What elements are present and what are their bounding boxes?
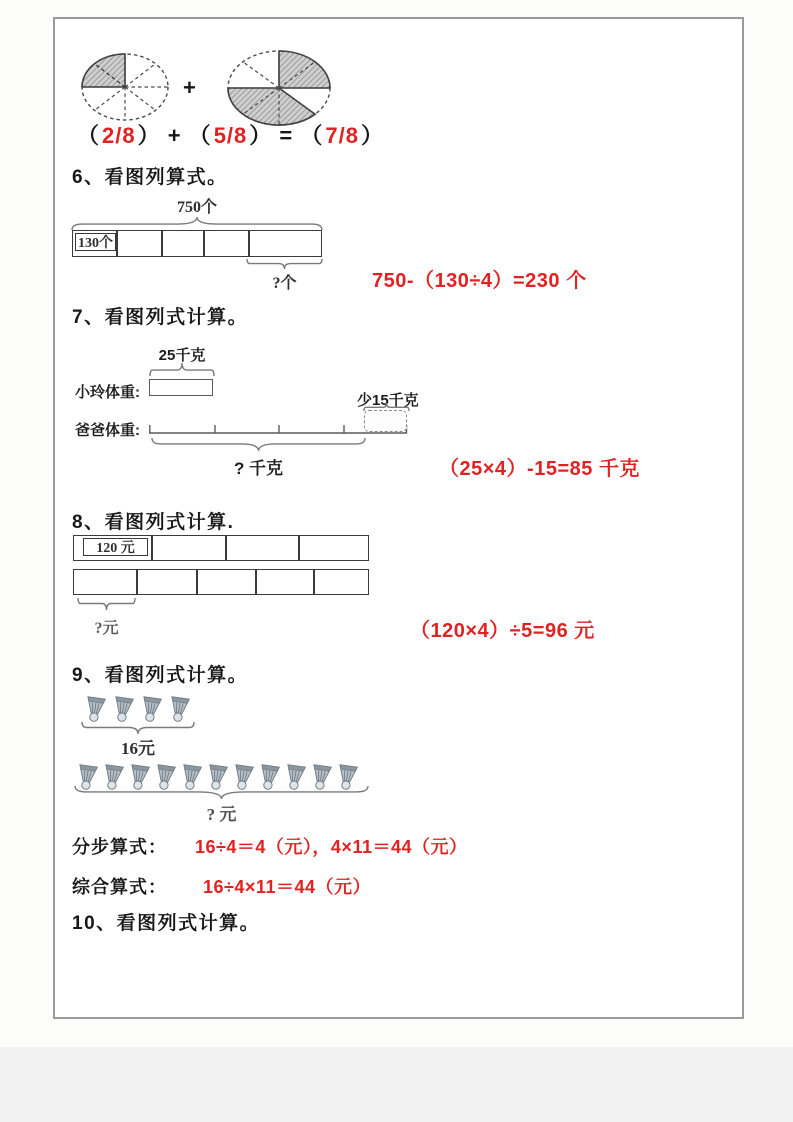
page-bottom-margin — [0, 1047, 793, 1122]
p7-less-label: 少15千克 — [357, 392, 419, 409]
fraction-pie-5-8-icon — [225, 48, 333, 128]
p7-answer: （25×4）-15=85 千克 — [439, 458, 640, 480]
p8-top-divider — [225, 536, 227, 560]
p7-bottom-brace — [152, 438, 365, 451]
p9-combined-line — [72, 873, 371, 899]
p9-group-brace — [82, 722, 194, 734]
p9-step-line — [72, 833, 468, 859]
p8-question-label: ?元 — [94, 620, 119, 637]
p9-combined-label: 综合算式： — [72, 877, 167, 897]
p7-unit-label: 25千克 — [158, 347, 206, 364]
p6-question-label: ?个 — [272, 275, 297, 292]
p6-bar-diagram — [72, 230, 322, 257]
p6-answer: 750-（130÷4）=230 个 — [372, 270, 587, 292]
problem-8-title: 8、看图列式计算. — [72, 512, 235, 533]
p8-top-divider — [298, 536, 300, 560]
p8-bottom-divider — [196, 570, 198, 594]
p9-step-answer: 16÷4＝4（元），4×11＝44（元） — [195, 837, 468, 857]
p6-first-cell-label: 130个 — [78, 236, 113, 251]
p9-question-brace — [75, 786, 368, 799]
p6-total-label: 750个 — [176, 199, 217, 216]
p8-top-bar — [73, 535, 369, 561]
p8-bottom-divider — [313, 570, 315, 594]
p9-group-price-label: 16元 — [121, 739, 155, 758]
p7-row1-label: 小玲体重: — [75, 384, 140, 401]
p7-xiaoling-box — [149, 379, 213, 396]
fraction-equation: （2/8） + （5/8） = （7/8） — [77, 123, 384, 148]
problem-9-title: 9、看图列式计算。 — [72, 665, 249, 686]
shuttlecock-icon — [138, 695, 164, 724]
p8-answer: （120×4）÷5=96 元 — [410, 620, 595, 642]
p8-bottom-divider — [136, 570, 138, 594]
shuttlecock-icon — [82, 695, 108, 724]
p8-top-divider — [151, 536, 153, 560]
p7-unit-brace — [150, 363, 214, 376]
p6-bar-divider — [116, 231, 118, 256]
plus-sign: + — [183, 75, 196, 100]
p7-row2-label: 爸爸体重: — [75, 422, 140, 439]
p6-top-brace — [72, 217, 322, 230]
problem-6-title: 6、看图列算式。 — [72, 167, 228, 188]
worksheet-page — [53, 17, 744, 1019]
p6-bar-divider — [203, 231, 205, 256]
shuttlecock-icon — [110, 695, 136, 724]
p9-combined-answer: 16÷4×11＝44（元） — [203, 877, 371, 897]
fraction-pie-2-8-icon — [79, 51, 171, 123]
p7-question-label: ? 千克 — [233, 459, 284, 478]
shuttlecock-icon — [166, 695, 192, 724]
p8-bottom-divider — [255, 570, 257, 594]
p6-bar-divider — [161, 231, 163, 256]
p9-question-label: ? 元 — [206, 805, 237, 824]
p8-bottom-bar — [73, 569, 369, 595]
problem-7-title: 7、看图列式计算。 — [72, 307, 249, 328]
p7-missing-box — [364, 410, 407, 432]
p8-question-brace — [78, 598, 135, 610]
p6-bar-divider — [248, 231, 250, 256]
p9-step-label: 分步算式： — [72, 837, 167, 857]
p6-bottom-brace — [247, 259, 322, 269]
problem-10-title: 10、看图列式计算。 — [72, 913, 261, 934]
p8-first-cell-label: 120 元 — [96, 541, 135, 556]
